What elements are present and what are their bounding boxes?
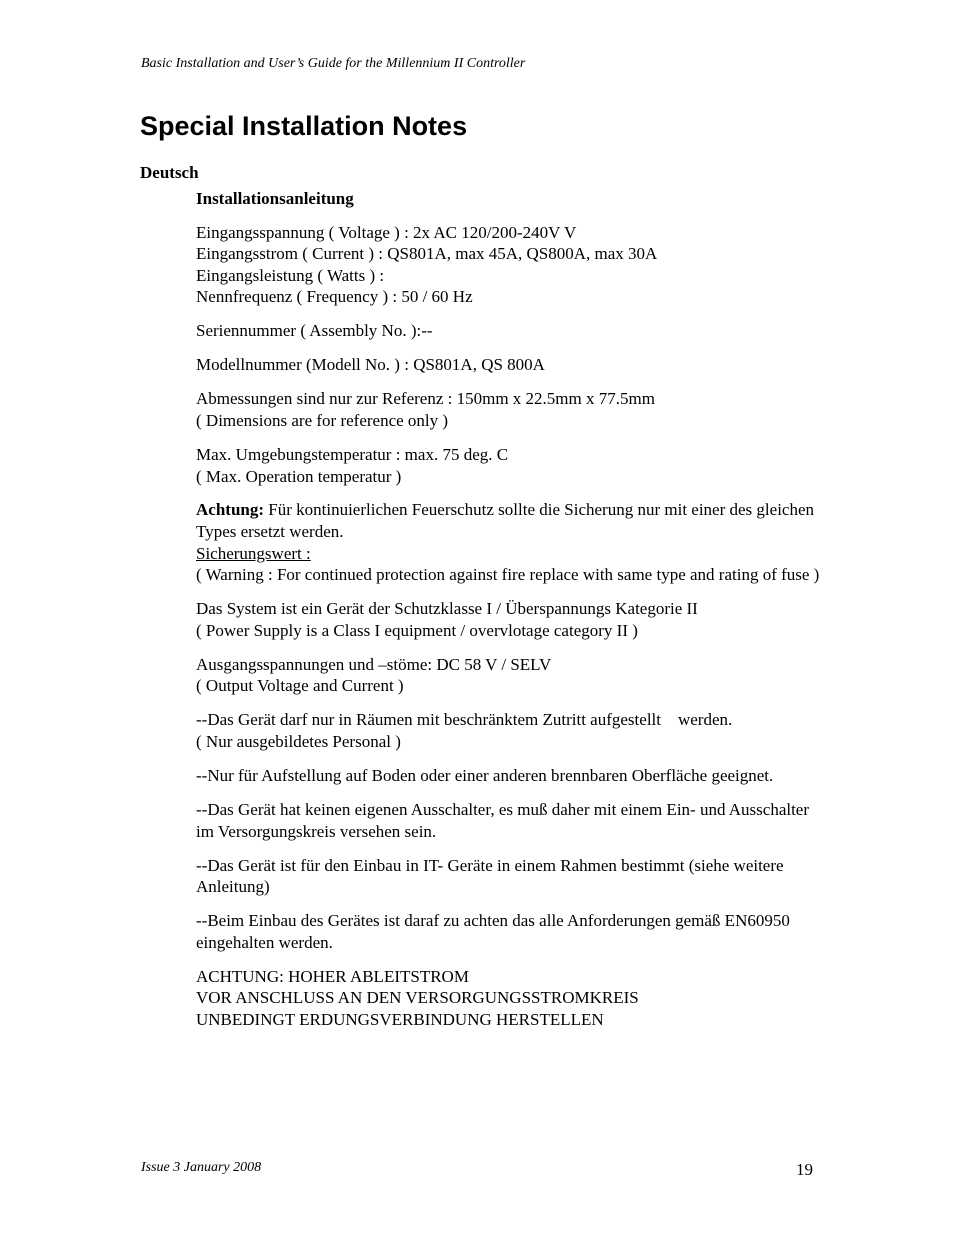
dimensions-english-line: ( Dimensions are for reference only ) xyxy=(196,410,449,430)
frequency-line: Nennfrequenz ( Frequency ) : 50 / 60 Hz xyxy=(196,287,473,307)
warning-body: Für kontinuierlichen Feuerschutz sollte die Sicherung nur mit einer des gleichen Types ersetzt werden. xyxy=(196,500,815,542)
warning-label: Achtung: xyxy=(196,500,265,520)
note-floor-mounting: --Nur für Aufstellung auf Boden oder einer anderen brennbaren Oberfläche geeignet. xyxy=(196,765,774,785)
note-rack-mounting: --Das Gerät ist für den Einbau in IT- Geräte in einem Rahmen bestimmt (siehe weitere Anleitung) xyxy=(196,855,784,897)
protection-class-block xyxy=(196,598,820,641)
note-en60950: --Beim Einbau des Gerätes ist daraf zu achten das alle Anforderungen gemäß EN60950 eingehalten werden. xyxy=(196,911,790,952)
model-number-line: Modellnummer (Modell No. ) : QS801A, QS 800A xyxy=(196,355,545,375)
dimensions-line: Abmessungen sind nur zur Referenz : 150mm x 22.5mm x 77.5mm xyxy=(196,389,655,409)
input-voltage-line: Eingangsspannung ( Voltage ) : 2x AC 120/200-240V V xyxy=(196,222,577,242)
output-english-line: ( Output Voltage and Current ) xyxy=(196,676,404,696)
output-block xyxy=(196,654,820,697)
caution-line-1: ACHTUNG: HOHER ABLEITSTROM xyxy=(196,966,469,986)
input-watts-line: Eingangsleistung ( Watts ) : xyxy=(196,265,385,285)
protection-class-english-line: ( Power Supply is a Class I equipment / overvlotage category II ) xyxy=(196,620,638,640)
warning-text xyxy=(196,499,820,542)
page-number: 19 xyxy=(796,1160,813,1179)
serial-number-line: Seriennummer ( Assembly No. ):-- xyxy=(196,321,433,341)
note-text: --Das Gerät darf nur in Räumen mit beschränktem Zutritt aufgestellt werden. xyxy=(196,710,733,730)
output-line: Ausgangsspannungen und –stöme: DC 58 V / SELV xyxy=(196,654,552,674)
dimensions-block xyxy=(196,388,820,431)
note-power-switch: --Das Gerät hat keinen eigenen Ausschalter, es muß daher mit einem Ein- und Ausschalter im Versorgungskreis versehen sein. xyxy=(196,799,810,841)
note-restricted-access xyxy=(196,709,820,752)
warning-block xyxy=(196,499,820,585)
caution-block xyxy=(196,966,820,1031)
fuse-rating-label: Sicherungswert : xyxy=(196,543,311,563)
warning-english-text: ( Warning : For continued protection against fire replace with same type and rating of fuse ) xyxy=(196,565,820,585)
page-title: Special Installation Notes xyxy=(140,111,468,141)
language-heading: Deutsch xyxy=(140,163,199,182)
protection-class-line: Das System ist ein Gerät der Schutzklasse I / Überspannungs Kategorie II xyxy=(196,599,698,619)
caution-line-3: UNBEDINGT ERDUNGSVERBINDUNG HERSTELLEN xyxy=(196,1009,604,1029)
input-current-line: Eingangsstrom ( Current ) : QS801A, max 45A, QS800A, max 30A xyxy=(196,244,658,264)
input-ratings-block xyxy=(196,222,820,308)
installation-notes-body xyxy=(196,188,820,1043)
installation-subheading: Installationsanleitung xyxy=(196,189,354,208)
temperature-english-line: ( Max. Operation temperatur ) xyxy=(196,466,402,486)
note-subtext: ( Nur ausgebildetes Personal ) xyxy=(196,732,401,751)
caution-line-2: VOR ANSCHLUSS AN DEN VERSORGUNGSSTROMKREIS xyxy=(196,988,639,1008)
temperature-block xyxy=(196,444,820,487)
temperature-line: Max. Umgebungstemperatur : max. 75 deg. C xyxy=(196,444,509,464)
footer-issue: Issue 3 January 2008 xyxy=(141,1160,262,1175)
running-header: Basic Installation and User’s Guide for the Millennium II Controller xyxy=(141,56,526,71)
